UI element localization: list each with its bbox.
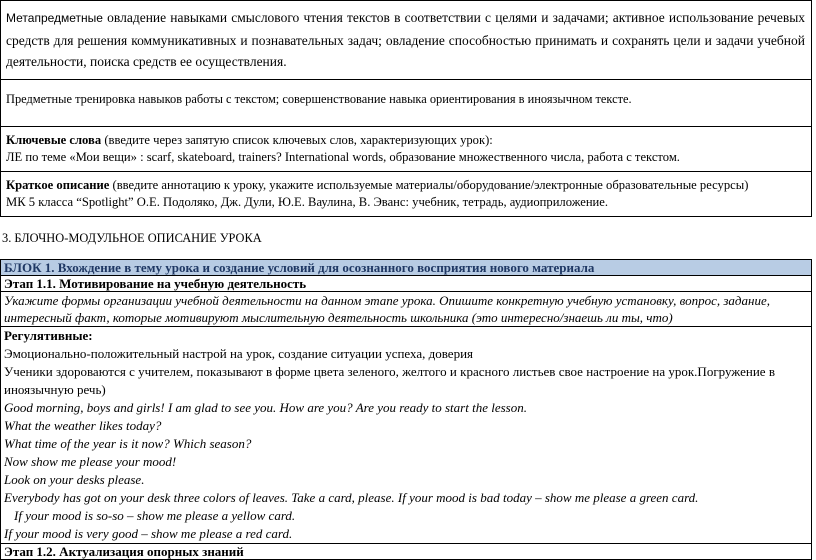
description-text: МК 5 класса “Spotlight” О.Е. Подоляко, Дж. Дули, Ю.Е. Ваулина, В. Эванс: учебник, тетрадь, аудиоприложение. [6,195,609,209]
block1-title: БЛОК 1. Вхождение в тему урока и создание условий для осознанного восприятия нового материала [1,260,812,276]
stage-1-2-title: Этап 1.2. Актуализация опорных знаний [1,544,812,560]
description-label: Краткое описание [6,178,110,192]
keywords-label: Ключевые слова [6,133,102,147]
dialog-line: Good morning, boys and girls! I am glad to see you. How are you? Are you ready to start the lesson. [4,400,527,415]
dialog-line: If your mood is so-so – show me please a yellow card. [14,508,296,523]
stage-content [1,327,812,544]
subject-label: Предметные [6,92,72,106]
subject-results-box [0,79,812,127]
meta-text: овладение навыками смыслового чтения текстов в соответствии с целями и задачами; активное использование речевых средств для решения коммуникативных и познавательных задач; овладение способностью принимать и сохранять цели и задачи учебной деятельности, поиска средств ее осуществления. [6,10,806,69]
section-3-heading: 3. БЛОЧНО-МОДУЛЬНОЕ ОПИСАНИЕ УРОКА [2,231,262,245]
dialog-line: If your mood is very good – show me please a red card. [4,526,293,541]
description-hint: (введите аннотацию к уроку, укажите используемые материалы/оборудование/электронные образовательные ресурсы) [112,178,749,192]
block1-table [0,259,812,560]
keywords-box [0,126,812,172]
dialog-line: Now show me please your mood! [4,454,177,469]
stage-instruction: Укажите формы организации учебной деятельности на данном этапе урока. Опишите конкретную учебную установку, вопрос, задание, интересный факт, которые мотивируют мыслительную деятельность школьника (это интересно/знаешь ли ты, что) [1,292,812,327]
content-line: Эмоционально-положительный настрой на урок, создание ситуации успеха, доверия [4,346,474,361]
regulative-label: Регулятивные: [4,328,93,343]
description-box [0,171,812,217]
dialog-line: Everybody has got on your desk three colors of leaves. Take a card, please. If your mood is bad today – show me please a green card. [4,490,699,505]
dialog-line: Look on your desks please. [4,472,145,487]
stage-1-1-title: Этап 1.1. Мотивирование на учебную деятельность [1,276,812,292]
subject-text: тренировка навыков работы с текстом; совершенствование навыка ориентирования в иноязычном тексте. [75,92,632,106]
keywords-hint: (введите через запятую список ключевых слов, характеризующих урок): [104,133,493,147]
content-line: Ученики здороваются с учителем, показывают в форме цвета зеленого, желтого и красного листьев свое настроение на урок.Погружение в иноязычную речь) [4,364,775,397]
dialog-line: What time of the year is it now? Which season? [4,436,252,451]
keywords-text: ЛЕ по теме «Мои вещи» : scarf, skateboard, trainers? International words, образование множественного числа, работа с текстом. [6,150,680,164]
dialog-line: What the weather likes today? [4,418,162,433]
meta-label: Метапредметные [6,11,103,25]
meta-results-box [0,0,812,80]
